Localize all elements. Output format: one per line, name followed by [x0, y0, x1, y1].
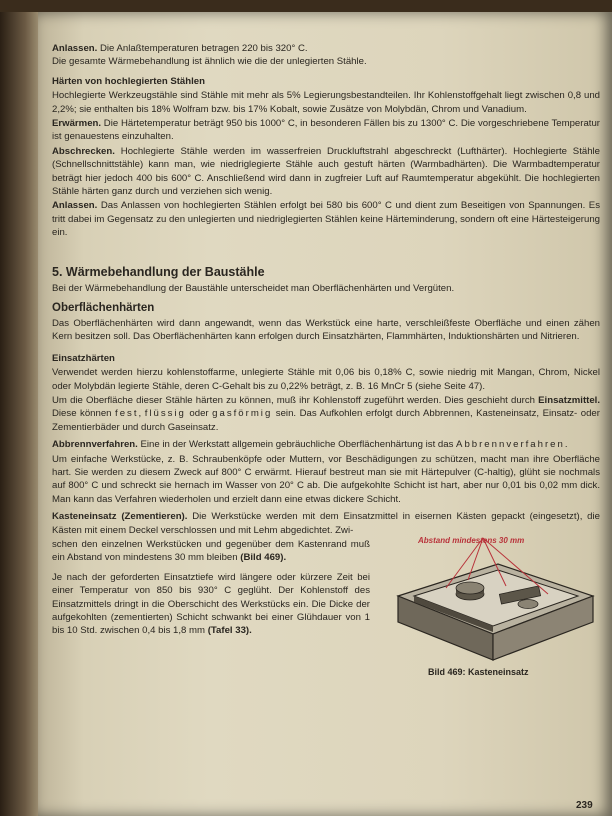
- abschrecken-text: Hochlegierte Stähle werden im wasserfreien Druckluftstrahl abgeschreckt (Lufthärter). Hochlegierte Stähle (Schnellschnittstähle) kann man, wie niedriglegierte Stähle auch gestuft härten (Warmbadhärten). Die Warmbadtemperatur beträgt hier jedoch 400 bis 600° C. Anschließend wird dann in zugfreier Luft auf Raumtemperatur abgekühlt. Die hochlegierten Stähle härten ganz durch und verziehen sich wenig.: [52, 145, 600, 198]
- oberflaechenhaerten-heading: Oberflächenhärten: [52, 301, 155, 314]
- page-number: 239: [576, 800, 593, 811]
- kasten-paragraph-2: [52, 571, 370, 638]
- book-spine-shadow: [0, 12, 42, 816]
- figure-kasteneinsatz: [388, 534, 598, 684]
- oberflaechenhaerten-paragraph: Das Oberflächenhärten wird dann angewandt, wenn das Werkstück eine harte, verschleißfeste Oberfläche und einen zähen Kern besitzen soll. Das Oberflächenhärten kann erfolgen durch Einsatzhärten, Flammhärten, Induktionshärten und Nitrieren.: [52, 317, 600, 343]
- figure-area: [52, 536, 600, 677]
- anlassen-heading: Anlassen.: [52, 43, 98, 54]
- abbrenn-text: Eine in der Werkstatt allgemein gebräuchliche Oberflächenhärtung ist das: [137, 439, 457, 451]
- einsatzhaerten-paragraph: Verwendet werden hierzu kohlenstoffarme, unlegierte Stähle mit 0,06 bis 0,18% C, sowie niedrig mit Mangan, Chrom, Nickel oder Molybdän legierte Stähle, deren C-Gehalt bis zu 0,22% beträgt, z. B. 16 MnCr 5 (siehe Seite 47).: [52, 367, 600, 392]
- einsatzmittel-text-d: sein. Das Aufkohlen erfolgt durch Abbrennen, Kasteneinsatz, Einsatz- oder Zementierbäder und durch Gaseinsatz.: [52, 408, 600, 433]
- einsatzhaerten-heading: Einsatzhärten: [52, 352, 115, 364]
- term-fluessig: flüssig: [144, 408, 186, 420]
- term-gasfoermig: gasförmig: [212, 408, 273, 420]
- abbrenn-paragraph-2: Um einfache Werkstücke, z. B. Schraubenköpfe oder Muttern, vor Beschädigungen zu schützen, macht man ihre Oberfläche hart. Sie werden zu diesem Zweck auf 800° C erwärmt. Hierauf bestreut man sie mit Härtepulver (C-haltig), glüht sie nochmals auf 800° C und schreckt sie hernach im Wasser von 20° C ab. Die aufgekohlte Schicht ist hart, aber nur 0,01 bis 0,02 mm dick. Man kann das Verfahren wiederholen und erzielt dann eine etwas dickere Schicht.: [52, 453, 600, 505]
- anlassen-hoch-heading: Anlassen.: [52, 200, 98, 212]
- figure-caption: Bild 469: Kasteneinsatz: [428, 667, 529, 677]
- einsatzmittel-paragraph: [52, 394, 600, 434]
- kasten-text-full: Die Werkstücke werden mit dem Einsatzmittel in eisernen Kästen gepackt (eingesetzt), die Kästen mit einem Deckel verschlossen und mit Lehm abgedichtet. Zwi-: [52, 511, 600, 536]
- kasten-paragraph-intro: [52, 510, 600, 537]
- abbrenn-spaced-term: Abbrennverfahren.: [456, 439, 570, 451]
- tafel-reference: (Tafel 33).: [207, 625, 252, 637]
- kasten-p2-text: Je nach der geforderten Einsatztiefe wird längere oder kürzere Zeit bei einer Temperatur von 850 bis 930° C geglüht. Der Kohlenstoff des Einsatzmittels dringt in die Oberschicht des Werkstücks ein. Die Dicke der aufgekohlten (zementierten) Schicht schwankt bei einer Glühdauer von 1 bis 10 Std. zwischen 0,4 bis 1,8 mm: [52, 571, 370, 637]
- einsatzmittel-term: Einsatzmittel.: [538, 394, 600, 406]
- erwaermen-paragraph: [52, 117, 600, 144]
- comma: ,: [138, 408, 145, 420]
- einsatzmittel-text-a: Um die Oberfläche dieser Stähle härten zu können, muß ihr Kohlenstoff zugeführt werden. Dies geschieht durch: [52, 394, 539, 406]
- hochlegiert-paragraph: Hochlegierte Werkzeugstähle sind Stähle mit mehr als 5% Legierungsbestandteilen. Ihr Kohlenstoffgehalt liegt zwischen 0,8 und 2,2%; sie enthalten bis 18% Wolfram bzw. bis 17% Kobalt, sowie Zusätze von Molybdän, Chrom und Vanadium.: [52, 90, 600, 115]
- kasteneinsatz-illustration: [388, 534, 598, 664]
- bild-reference: (Bild 469).: [240, 552, 287, 564]
- kasten-narrow-text: schen den einzelnen Werkstücken und gegenüber dem Kastenrand muß ein Abstand von mindestens 30 mm bleiben: [52, 539, 370, 564]
- word-oder: oder: [185, 408, 213, 420]
- term-fest: fest: [115, 408, 139, 420]
- erwaermen-heading: Erwärmen.: [52, 118, 102, 130]
- section-heading: 5. Wärmebehandlung der Baustähle: [52, 264, 265, 279]
- waermebehandlung-line: Die gesamte Wärmebehandlung ist ähnlich wie die der unlegierten Stähle.: [52, 56, 367, 68]
- abbrenn-paragraph: [52, 438, 600, 451]
- kasten-text-narrow: [52, 538, 370, 565]
- erwaermen-text: Die Härtetemperatur beträgt 950 bis 1000° C, in besonderen Fällen bis zu 1300° C. Die vorgeschriebene Temperatur ist genauestens einzuhalten.: [52, 118, 600, 143]
- anlassen-paragraph: [52, 42, 600, 69]
- abbrenn-heading: Abbrennverfahren.: [52, 439, 138, 451]
- anlassen-hoch-paragraph: [52, 199, 600, 239]
- einsatzmittel-text-c: Diese können: [52, 408, 116, 420]
- abschrecken-heading: Abschrecken.: [52, 145, 115, 157]
- hochlegiert-heading: Härten von hochlegierten Stählen: [52, 75, 205, 87]
- kasten-heading: Kasteneinsatz (Zementieren).: [52, 511, 188, 523]
- section-intro: Bei der Wärmebehandlung der Baustähle unterscheidet man Oberflächenhärten und Vergüten.: [52, 283, 455, 295]
- abschrecken-paragraph: [52, 145, 600, 199]
- book-page: [38, 12, 612, 816]
- anlassen-hoch-text: Das Anlassen von hochlegierten Stählen erfolgt bei 580 bis 600° C und dient zum Beseitigen von Spannungen. Es tritt dabei im Gegensatz zu den unlegierten und niedriglegierten Stählen keine Härteminderung, sondern oft eine Härtesteigerung ein.: [52, 200, 600, 239]
- page-content: [52, 42, 600, 677]
- figure-annotation: Abstand mindestens 30 mm: [418, 536, 525, 545]
- anlassen-text: Die Anlaßtemperaturen betragen 220 bis 320° C.: [97, 43, 308, 54]
